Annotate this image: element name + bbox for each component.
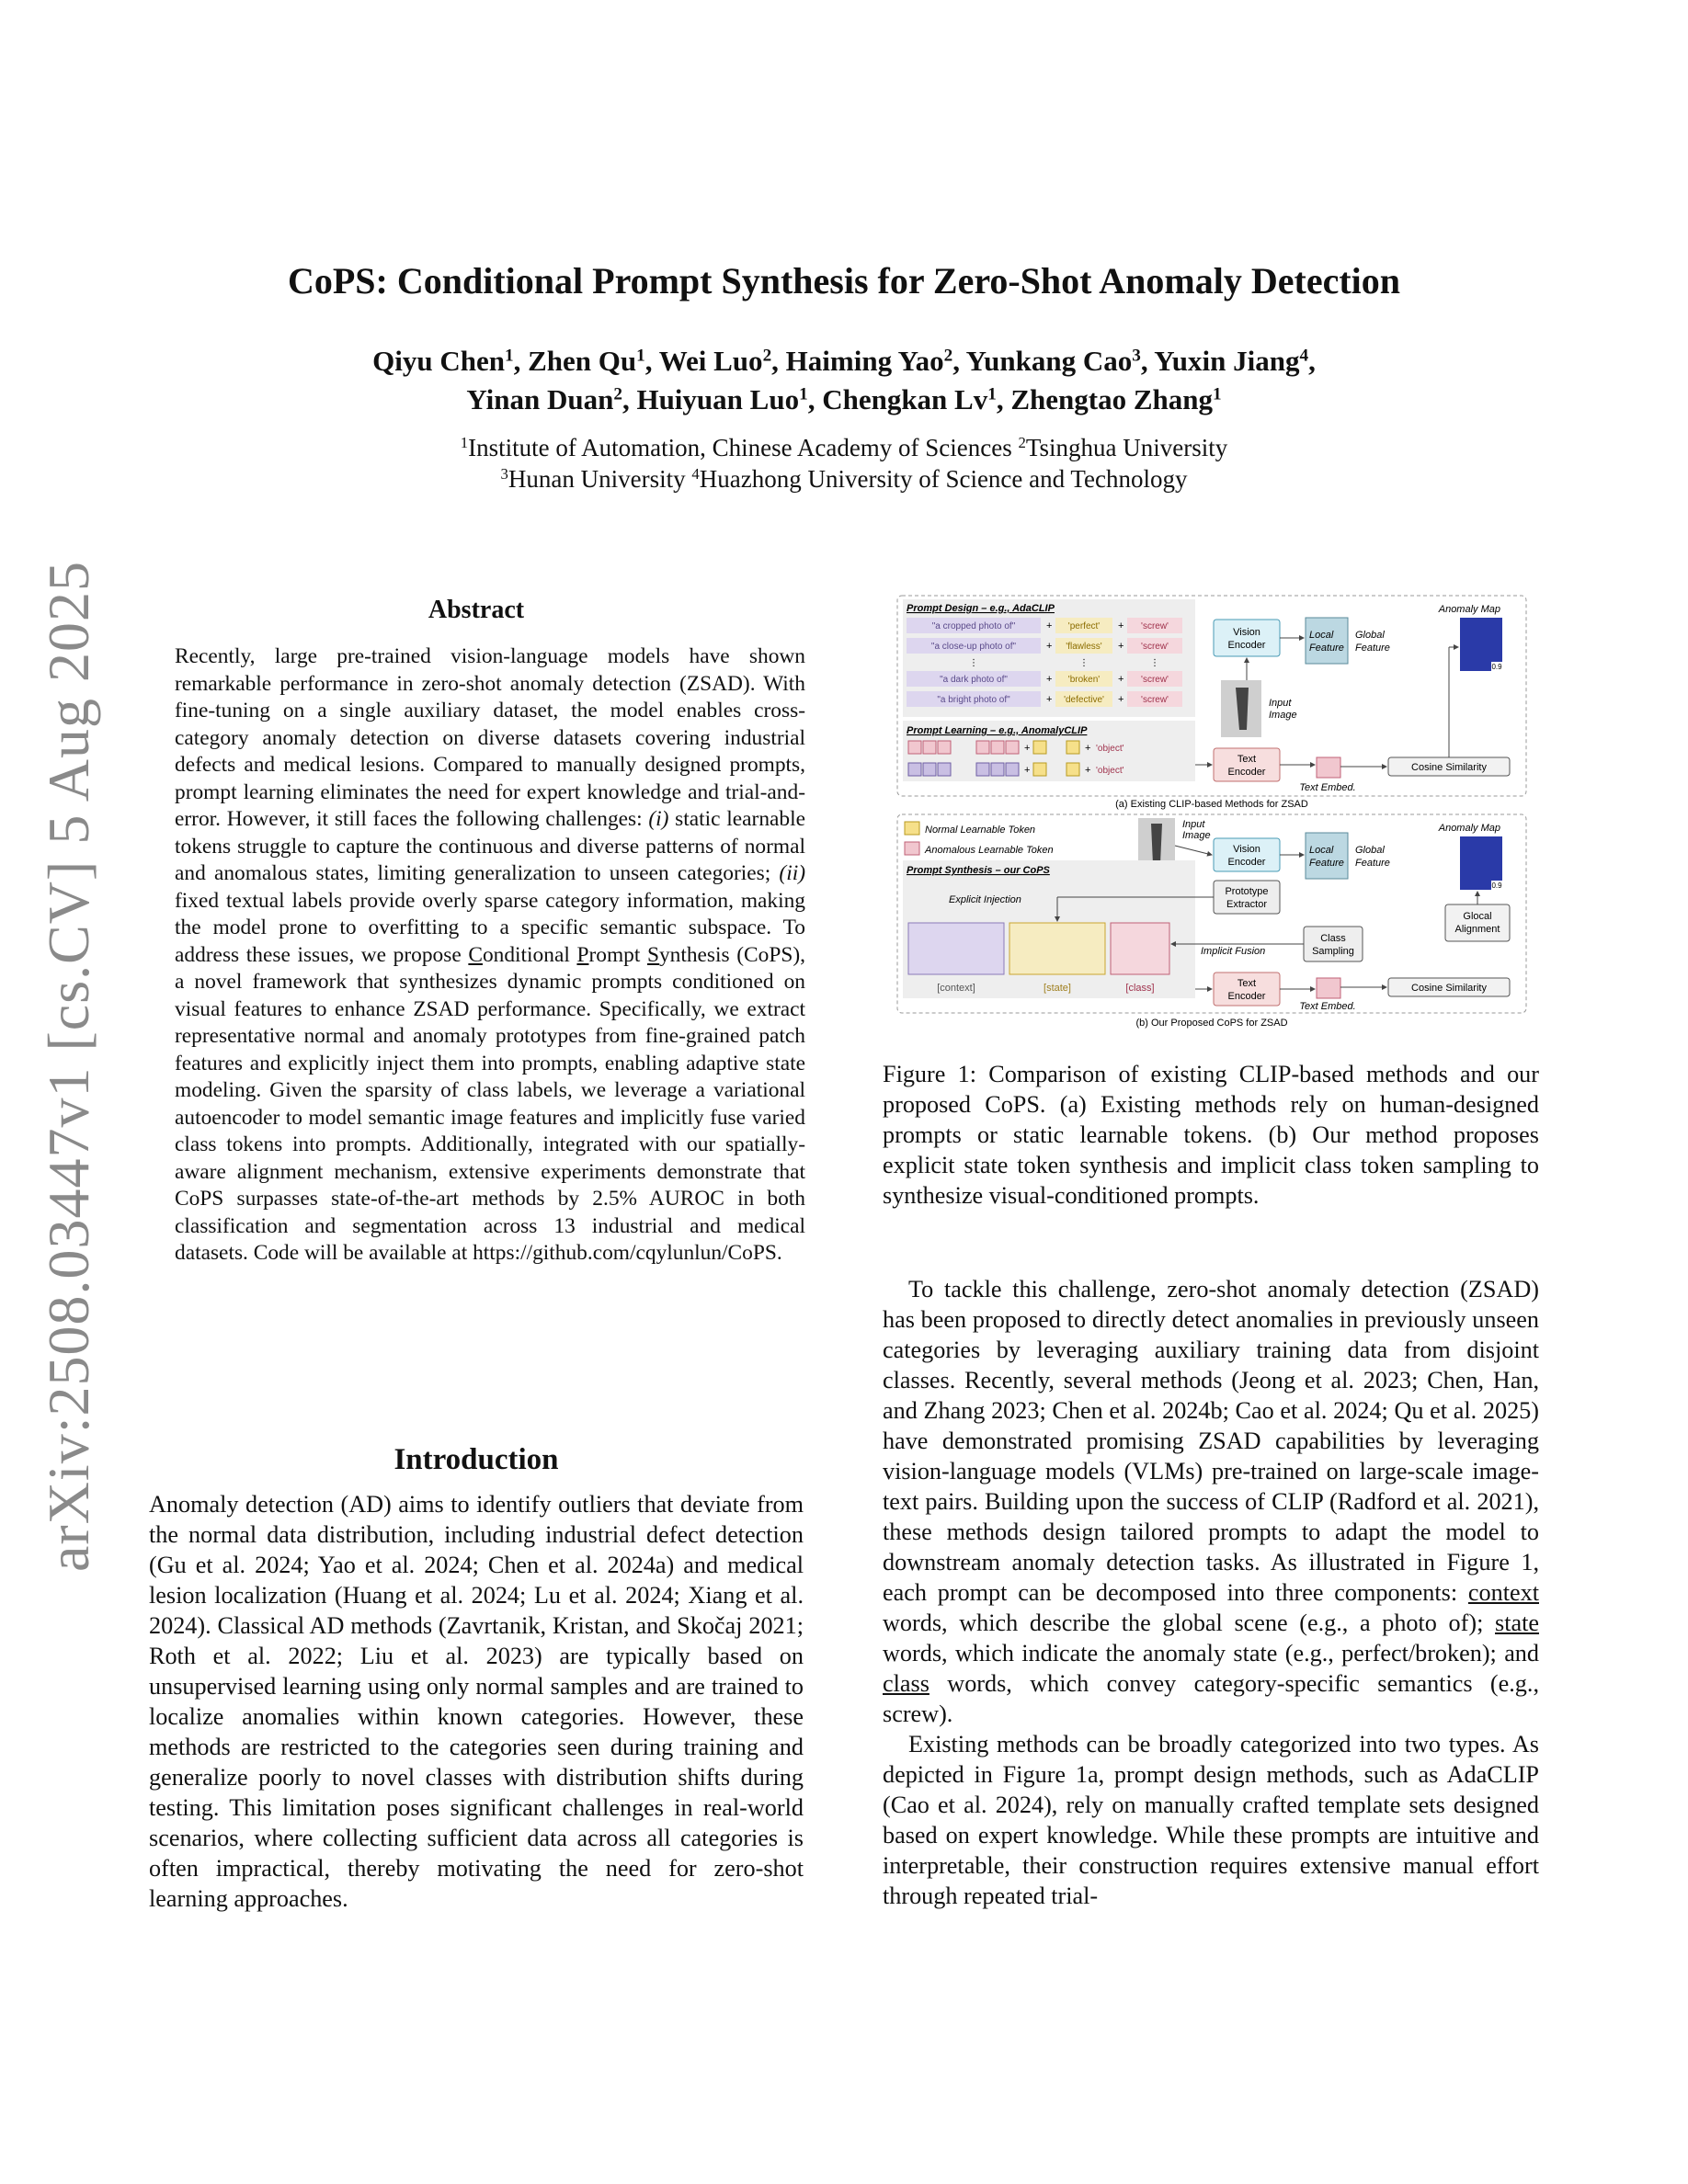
author-name: Yinan Duan	[466, 383, 614, 415]
paragraph-text: To tackle this challenge, zero-shot anomaly detection (ZSAD) has been proposed to directly detect anomalies in previously unseen categories by leveraging auxiliary training data from disjoint classes. Recently, several methods (Jeong et al. 2023; Chen, Han, and Zhang 2023; Chen et al. 2024b; Cao et al. 2024; Qu et al. 2025) have demonstrated promising ZSAD capabilities by leveraging vision-language models (VLMs) pre-trained on large-scale image-text pairs. Building upon the success of CLIP (Radford et al. 2021), these methods design tailored prompts to adapt the model to downstream anomaly detection tasks. As illustrated in Figure 1, each prompt can be decomposed into three components:	[883, 1276, 1539, 1606]
anomaly-map-label: Anomaly Map	[1438, 604, 1500, 615]
affil-mark: 2	[1018, 433, 1026, 451]
paragraph-text: words, which convey category-specific semantics (e.g., screw).	[883, 1670, 1539, 1727]
arxiv-side-label: arXiv:2508.03447v1 [cs.CV] 5 Aug 2025	[36, 560, 101, 1572]
paragraph: Anomaly detection (AD) aims to identify outliers that deviate from the normal data distribution, including industrial defect detection (Gu et al. 2024; Yao et al. 2024; Chen et al. 2024a) and medical lesion localization (Huang et al. 2024; Lu et al. 2024; Xiang et al. 2024). Classical AD methods (Zavrtanik, Kristan, and Skočaj 2021; Roth et al. 2022; Liu et al. 2023) are typically based on unsupervised learning using only normal samples and are trained to localize anomalies within known categories. However, these methods are restricted to the categories seen during training and generalize poorly to novel classes with distribution shifts during testing. This limitation poses significant challenges in real-world scenarios, where collecting sufficient data across all categories is often impractical, thereby motivating the need for zero-shot learning approaches.	[149, 1491, 804, 1912]
vision-encoder-label: Vision	[1233, 844, 1260, 855]
anomaly-score: 0.9	[1491, 663, 1502, 671]
acronym-letter: P	[576, 942, 589, 967]
plus-sign: +	[1024, 743, 1031, 754]
figure-1-caption: Figure 1: Comparison of existing CLIP-based methods and our proposed CoPS. (a) Existing methods rely on human-designed prompts or static learnable tokens. (b) Our method proposes explicit state token synthesis and implicit class token sampling to synthesize visual-conditioned prompts.	[883, 1061, 1539, 1209]
author-affil-mark: 1	[1213, 384, 1222, 404]
abstract-text: rompt	[588, 942, 647, 967]
plus-sign: +	[1046, 641, 1053, 652]
object-word: 'object'	[1096, 744, 1124, 754]
prompt-synthesis-label: Prompt Synthesis – our CoPS	[907, 865, 1050, 876]
affiliation: Institute of Automation, Chinese Academy of Sciences	[468, 434, 1012, 461]
abstract-body	[175, 643, 805, 1268]
local-feature-label: Feature	[1309, 643, 1344, 654]
context-words: "a cropped photo of"	[931, 621, 1016, 631]
global-feature-label: Global	[1355, 845, 1385, 856]
affiliation: Hunan University	[508, 465, 686, 493]
context-token-group	[908, 923, 1004, 974]
glocal-alignment-label: Glocal	[1463, 911, 1492, 922]
class-sampling-label: Sampling	[1312, 946, 1354, 957]
class-bracket-label: [class]	[1125, 983, 1155, 994]
ellipsis-vertical: ⋮	[1079, 658, 1089, 668]
plus-sign: +	[1046, 674, 1053, 685]
paragraph-text: words, which indicate the anomaly state (e.g., perfect/broken); and	[883, 1640, 1539, 1666]
input-image-label: Image	[1269, 710, 1297, 721]
author-line-1: Qiyu Chen$^1$, Zhen Qu$^1$, Wei Luo$^2$, Haiming Yao$^2$, Yunkang Cao$^3$, Yuxin Jiang$^4$,	[372, 345, 1316, 377]
author-name: Wei Luo	[658, 345, 763, 377]
token-box	[976, 763, 989, 776]
token-box	[1006, 763, 1019, 776]
term-context: context	[1467, 1579, 1539, 1606]
term-class: class	[883, 1670, 930, 1697]
class-words: 'screw'	[1141, 621, 1169, 631]
token-box	[1066, 741, 1079, 754]
author-line-2: Yinan Duan$^2$, Huiyuan Luo$^1$, Chengkan Lv$^1$, Zhengtao Zhang$^1$	[466, 383, 1222, 415]
state-words: 'perfect'	[1067, 621, 1101, 631]
global-feature-label: Global	[1355, 630, 1385, 641]
context-words: "a bright photo of"	[937, 695, 1010, 705]
token-box	[1033, 763, 1046, 776]
acronym-letter: S	[646, 942, 659, 967]
prototype-extractor-label: Prototype	[1225, 886, 1269, 897]
affiliation-line-2	[147, 463, 1541, 495]
local-feature-cube	[1306, 618, 1348, 664]
abstract-text: (i)	[648, 807, 669, 831]
abstract-text: static learnable tokens struggle to capture the continuous and diverse patterns of normal and anomalous states, limiting generalization to unseen categories;	[175, 807, 805, 885]
screw-icon	[1151, 824, 1162, 864]
paragraph-text: words, which describe the global scene (e.g., a photo of);	[883, 1610, 1495, 1636]
text-embed-cube	[1317, 978, 1340, 998]
token-box	[991, 763, 1004, 776]
normal-token-legend	[905, 822, 919, 835]
term-state: state	[1495, 1610, 1539, 1636]
figure-1-diagram	[894, 592, 1530, 1033]
state-words: 'flawless'	[1066, 642, 1102, 652]
author-affil-mark: 4	[1299, 346, 1309, 366]
author-affil-mark: 1	[505, 346, 514, 366]
class-sampling-label: Class	[1320, 933, 1346, 944]
text-encoder-label: Encoder	[1227, 767, 1266, 778]
author-name: Qiyu Chen	[372, 345, 506, 377]
token-box	[938, 741, 951, 754]
author-name: Chengkan Lv	[822, 383, 988, 415]
plus-sign: +	[1118, 620, 1124, 631]
ellipsis-vertical: ⋮	[969, 658, 978, 668]
input-image-label: Input	[1182, 819, 1205, 830]
prompt-design-label: Prompt Design – e.g., AdaCLIP	[907, 603, 1055, 614]
author-affil-mark: 2	[943, 346, 953, 366]
panel-a-subcaption: (a) Existing CLIP-based Methods for ZSAD	[1115, 799, 1308, 810]
paper-title: CoPS: Conditional Prompt Synthesis for Zero-Shot Anomaly Detection	[287, 260, 1401, 301]
token-box	[1006, 741, 1019, 754]
global-feature-label: Feature	[1355, 643, 1390, 654]
local-feature-cube	[1306, 833, 1348, 879]
plus-sign: +	[1118, 674, 1124, 685]
plus-sign: +	[1118, 641, 1124, 652]
local-feature-label: Feature	[1309, 858, 1344, 869]
author-affil-mark: 1	[987, 384, 997, 404]
author-affil-mark: 2	[613, 384, 622, 404]
text-embed-label: Text Embed.	[1299, 1001, 1356, 1012]
affiliation-line-1	[147, 432, 1541, 463]
plus-sign: +	[1118, 694, 1124, 705]
paragraph: Existing methods can be broadly categorized into two types. As depicted in Figure 1a, prompt design methods, such as AdaCLIP (Cao et al. 2024), rely on manually crafted template sets designed based on expert knowledge. While these prompts are intuitive and interpretable, their construction requires extensive manual effort through repeated trial-	[883, 1731, 1539, 1909]
paragraph	[883, 1274, 1539, 1729]
class-words: 'screw'	[1141, 675, 1169, 685]
token-box	[923, 763, 936, 776]
affiliation: Tsinghua University	[1025, 434, 1228, 461]
introduction-body	[149, 1489, 804, 1914]
vision-encoder-box	[1214, 620, 1280, 656]
state-token-group	[1009, 923, 1105, 974]
plus-sign: +	[1024, 765, 1031, 776]
abstract-text: (ii)	[779, 861, 805, 885]
author-list	[147, 342, 1541, 419]
abstract-heading: Abstract	[428, 596, 525, 624]
glocal-alignment-box	[1445, 904, 1510, 941]
vision-encoder-label: Encoder	[1227, 857, 1266, 868]
author-affil-mark: 2	[762, 346, 772, 366]
introduction-heading: Introduction	[393, 1443, 559, 1476]
arrow	[1175, 846, 1212, 855]
anomalous-token-label: Anomalous Learnable Token	[925, 845, 1054, 856]
state-words: 'defective'	[1064, 695, 1104, 705]
token-box	[976, 741, 989, 754]
affil-mark: 1	[460, 433, 469, 451]
prototype-extractor-label: Extractor	[1226, 899, 1268, 910]
prompt-learning-label: Prompt Learning – e.g., AnomalyCLIP	[907, 725, 1088, 736]
class-token-group	[1111, 923, 1169, 974]
abstract-text: fixed textual labels provide overly sparse category information, making the model prone to overfitting to a specific semantic subspace. To address these issues, we propose	[175, 888, 805, 967]
class-words: 'screw'	[1141, 642, 1169, 652]
normal-token-label: Normal Learnable Token	[925, 825, 1036, 836]
abstract-text: onditional	[482, 942, 577, 967]
affiliations	[147, 432, 1541, 495]
token-box	[938, 763, 951, 776]
token-box	[1066, 763, 1079, 776]
plus-sign: +	[1085, 743, 1091, 754]
state-bracket-label: [state]	[1044, 983, 1071, 994]
affil-mark: 3	[500, 464, 508, 483]
author-name: Zhengtao Zhang	[1010, 383, 1213, 415]
author-name: Haiming Yao	[785, 345, 944, 377]
text-embed-cube	[1317, 757, 1340, 778]
author-name: Huiyuan Luo	[636, 383, 800, 415]
context-words: "a close-up photo of"	[930, 642, 1017, 652]
context-bracket-label: [context]	[937, 983, 975, 994]
abstract-text: ynthesis	[658, 942, 730, 967]
token-box	[923, 741, 936, 754]
cosine-similarity-label: Cosine Similarity	[1411, 983, 1487, 994]
context-words: "a dark photo of"	[940, 675, 1008, 685]
class-words: 'screw'	[1141, 695, 1169, 705]
right-column-body	[883, 1274, 1539, 1911]
object-word: 'object'	[1096, 766, 1124, 776]
text-encoder-label: Text	[1237, 978, 1257, 989]
plus-sign: +	[1046, 694, 1053, 705]
figure-1	[894, 592, 1530, 1033]
token-box	[991, 741, 1004, 754]
input-image-label: Image	[1182, 830, 1211, 841]
state-words: 'broken'	[1067, 675, 1101, 685]
author-affil-mark: 3	[1132, 346, 1141, 366]
text-encoder-label: Text	[1237, 754, 1257, 765]
acronym-letter: C	[468, 942, 483, 967]
author-affil-mark: 1	[799, 384, 808, 404]
plus-sign: +	[1085, 765, 1091, 776]
author-name: Yunkang Cao	[965, 345, 1133, 377]
input-image-label: Input	[1269, 698, 1292, 709]
explicit-injection-label: Explicit Injection	[949, 894, 1021, 905]
token-box	[1033, 741, 1046, 754]
text-embed-label: Text Embed.	[1299, 782, 1356, 793]
text-encoder-label: Encoder	[1227, 991, 1266, 1002]
author-name: Yuxin Jiang	[1154, 345, 1300, 377]
global-feature-label: Feature	[1355, 858, 1390, 869]
implicit-fusion-label: Implicit Fusion	[1201, 946, 1266, 957]
cosine-similarity-label: Cosine Similarity	[1411, 762, 1487, 773]
anomaly-score: 0.9	[1491, 882, 1502, 890]
local-feature-label: Local	[1309, 630, 1334, 641]
local-feature-label: Local	[1309, 845, 1334, 856]
author-name: Zhen Qu	[528, 345, 637, 377]
glocal-alignment-label: Alignment	[1454, 924, 1500, 935]
vision-encoder-label: Vision	[1233, 627, 1260, 638]
abstract-text: (CoPS), a novel framework that synthesizes dynamic prompts conditioned on visual features to enhance ZSAD performance. Specifically, we extract representative normal and anomaly prototypes from fine-grained patch features and explicitly inject them into prompts, enabling adaptive state modeling. Given the sparsity of class labels, we leverage a variational autoencoder to model semantic image features and implicitly fuse varied class tokens into prompts. Additionally, integrated with our spatially-aware alignment mechanism, extensive experiments demonstrate that CoPS surpasses state-of-the-art methods by 2.5% AUROC in both classification and segmentation across 13 industrial and medical datasets. Code will be available at https://github.com/cqylunlun/CoPS.	[175, 942, 805, 1265]
vision-encoder-label: Encoder	[1227, 640, 1266, 651]
abstract-text: Recently, large pre-trained vision-language models have shown remarkable performance in zero-shot anomaly detection (ZSAD). With fine-tuning on a single auxiliary dataset, the model enables cross-category anomaly detection on diverse datasets covering industrial defects and medical lesions. Compared to manually designed prompts, prompt learning eliminates the need for expert knowledge and trial-and-error. However, it still faces the following challenges:	[175, 644, 805, 831]
token-box	[908, 763, 921, 776]
token-box	[908, 741, 921, 754]
author-affil-mark: 1	[636, 346, 645, 366]
ellipsis-vertical: ⋮	[1150, 658, 1159, 668]
affil-mark: 4	[691, 464, 700, 483]
plus-sign: +	[1046, 620, 1053, 631]
anomalous-token-legend	[905, 842, 919, 855]
panel-b-subcaption: (b) Our Proposed CoPS for ZSAD	[1135, 1018, 1288, 1029]
affiliation: Huazhong University of Science and Technology	[699, 465, 1188, 493]
anomaly-map-label: Anomaly Map	[1438, 823, 1500, 834]
